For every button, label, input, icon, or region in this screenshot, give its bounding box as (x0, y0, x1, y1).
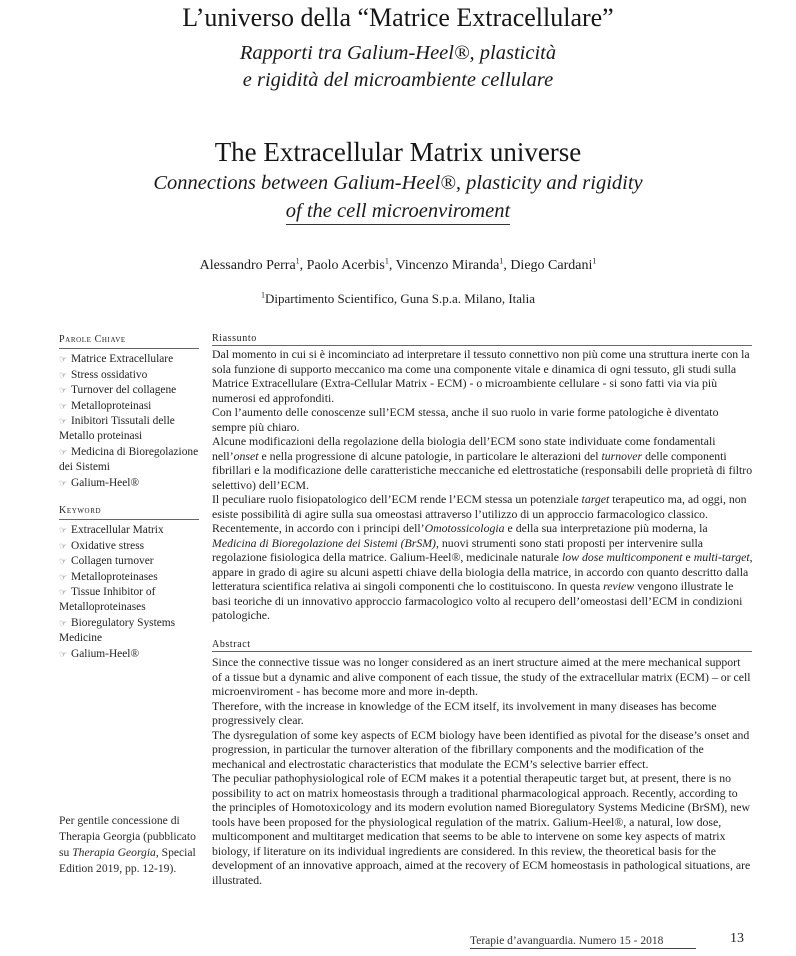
author-name: Vincenzo Miranda (395, 258, 500, 273)
author-affiliation-mark: 1 (384, 256, 389, 266)
riassunto-paragraph: Con l’aumento delle conoscenze sull’ECM stessa, anche il suo ruolo in varie forme patologiche è diventato sempre più chiaro. (212, 405, 719, 434)
keyword-item: ☞ Collagen turnover (59, 554, 199, 569)
riassunto-paragraph: Dal momento in cui si è incominciato ad interpretare il tessuto connettivo non più come una struttura inerte con la sola funzione di supporto meccanico ma come una componente vitale e dinamica di ogni tessuto, gli studi sulla Matrice Extracellulare (Extra-Cellular Matrix - ECM) - o microambiente cellulare - si sono fatti via via più numerosi ed approfonditi. (212, 347, 750, 405)
english-subtitle-line1: Connections between Galium-Heel®, plasticity and rigidity (153, 172, 643, 194)
page-number: 13 (730, 931, 744, 946)
abstract-paragraph: Since the connective tissue was no longer considered as an inert structure aimed at the mere mechanical support of a tissue but a dynamic and alive component of each tissue, the study of the extracellular matrix (ECM) – or cell microenviroment - has become more and more in-depth. (212, 655, 751, 698)
keyword-item: ☞ Metalloproteinasi (59, 399, 199, 414)
author-affiliation-mark: 1 (499, 256, 504, 266)
keyword-item: ☞ Oxidative stress (59, 539, 199, 554)
keyword-item: ☞ Inibitori Tissutali delle Metallo proteinasi (59, 415, 175, 443)
pointing-hand-icon: ☞ (59, 400, 68, 411)
keyword-item: ☞ Matrice Extracellulare (59, 352, 199, 367)
pointing-hand-icon: ☞ (59, 477, 68, 488)
keyword-item: ☞ Turnover del collagene (59, 383, 199, 398)
abstract-body (212, 655, 753, 887)
pointing-hand-icon: ☞ (59, 648, 68, 659)
pointing-hand-icon: ☞ (59, 525, 68, 536)
parole-chiave-box (59, 332, 199, 491)
riassunto-body (212, 347, 753, 623)
pointing-hand-icon: ☞ (59, 385, 68, 396)
keyword-item: ☞ Stress ossidativo (59, 368, 199, 383)
keyword-item: ☞ Extracellular Matrix (59, 523, 199, 538)
riassunto-paragraph: Alcune modificazioni della regolazione della biologia dell’ECM sono state individuate come fondamentali nell’onset e nella progressione di alcune patologie, in particolare le alterazioni del turnover delle componenti fibrillari e la modificazione delle caratteristiche meccaniche ed elettrostatiche (responsabili delle proprietà di filtro selettivo) dell’ECM. (212, 434, 753, 492)
english-subtitle-line2 (0, 198, 796, 224)
author-name: Diego Cardani (510, 258, 593, 273)
keyword-item: ☞ Galium-Heel® (59, 476, 199, 491)
abstract-paragraph: The peculiar pathophysiological role of ECM makes it a potential therapeutic target but, at present, there is no possibility to act on matrix homeostasis through a traditional pharmacological approach. Recently, according to the principles of Homotoxicology and its modern evolution named Bioregulatory Systems Medicine (BrSM), new tools have been proposed for the physiological regulation of the matrix. Galium-Heel®, a natural, low dose, multicomponent and multitarget medication that seems to be able to intervene on some key aspects of matrix biology, if literature on its individual ingredients are considered. In this review, the theoretical basis for the development of an innovative approach, aimed at the recovery of ECM homeostasis in pathological situations, are illustrated. (212, 771, 751, 887)
keyword-item: ☞ Bioregulatory Systems Medicine (59, 616, 176, 645)
pointing-hand-icon: ☞ (59, 617, 68, 628)
affiliation (0, 290, 796, 308)
parole-chiave-heading: Parole Chiave (59, 332, 199, 349)
italian-subtitle-line1: Rapporti tra Galium-Heel®, plasticità (239, 42, 557, 64)
keyword-heading: Keyword (59, 503, 199, 520)
journal-name: Therapia Georgia (72, 846, 156, 859)
riassunto-heading: Riassunto (212, 333, 752, 346)
publication-note: Per gentile concessione di Therapia Georgia (pubblicato su Therapia Georgia, Special Edition 2019, pp. 12-19). (59, 814, 196, 875)
journal-footer: Terapie d’avanguardia. Numero 15 - 2018 (470, 934, 696, 949)
keyword-item: ☞ Tissue Inhibitor of Metalloproteinases (59, 586, 156, 614)
english-title: The Extracellular Matrix universe (214, 137, 582, 167)
keyword-box (59, 503, 199, 662)
author-affiliation-mark: 1 (592, 256, 597, 266)
author-name: Alessandro Perra (199, 258, 296, 273)
author-list: Alessandro Perra$^1$, Paolo Acerbis$^1$, Vincenzo Miranda$^1$, Diego Cardani$^1$ (199, 256, 597, 273)
pointing-hand-icon: ☞ (59, 540, 68, 551)
author-affiliation-mark: 1 (295, 256, 300, 266)
author-name: Paolo Acerbis (306, 258, 385, 273)
keyword-item: ☞ Medicina di Bioregolazione dei Sistemi (59, 445, 199, 474)
abstract-paragraph: The dysregulation of some key aspects of ECM biology have been identified as pivotal for the disease’s onset and progression, in particular the turnover alteration of the fibrillary components and the modification of the mechanical and electrostatic characteristics that modulate the ECM’s selective barrier effect. (212, 727, 750, 771)
pointing-hand-icon: ☞ (59, 416, 68, 427)
keyword-item: ☞ Metalloproteinases (59, 570, 199, 585)
pointing-hand-icon: ☞ (59, 587, 68, 598)
pointing-hand-icon: ☞ (59, 354, 68, 365)
pointing-hand-icon: ☞ (59, 556, 68, 567)
italian-subtitle-line2: e rigidità del microambiente cellulare (242, 69, 554, 91)
pointing-hand-icon: ☞ (59, 446, 68, 457)
abstract-heading: Abstract (212, 639, 752, 652)
abstract-paragraph: Therefore, with the increase in knowledge of the ECM itself, its involvement in many diseases has become progressively clear. (212, 698, 717, 727)
affiliation-text: Dipartimento Scientifico, Guna S.p.a. Milano, Italia (264, 291, 536, 306)
pointing-hand-icon: ☞ (59, 369, 68, 380)
english-subtitle-line2-text: of the cell microenviroment (286, 200, 510, 225)
italian-title: L’universo della “Matrice Extracellulare” (182, 3, 614, 32)
keyword-item: ☞ Galium-Heel® (59, 647, 199, 662)
affiliation-mark: 1 (260, 290, 265, 300)
riassunto-paragraph: Il peculiare ruolo fisiopatologico dell’ECM rende l’ECM stessa un potenziale target terapeutico ma, ad oggi, non esiste possibilità di agire sulla sua omeostasi attraverso l’utilizzo di un approccio farmacologico classico. Recentemente, in accordo con i principi dell’Omotossicologia e della sua interpretazione più moderna, la Medicina di Bioregolazione dei Sistemi (BrSM), nuovi strumenti sono stati proposti per intervenire sulla regolazione fisiologica della matrice. Galium-Heel®, medicinale naturale low dose multicomponent e multi-target, appare in grado di agire su alcuni aspetti chiave della biologia della matrice, in accordo con quanto descritto dalla letteratura scientifica relativa ai singoli componenti che lo costituiscono. In questa review vengono illustrate le basi teoriche di un innovativo approccio farmacologico volto al recupero dell’omeostasi dell’ECM in condizioni patologiche. (212, 492, 753, 622)
pointing-hand-icon: ☞ (59, 571, 68, 582)
